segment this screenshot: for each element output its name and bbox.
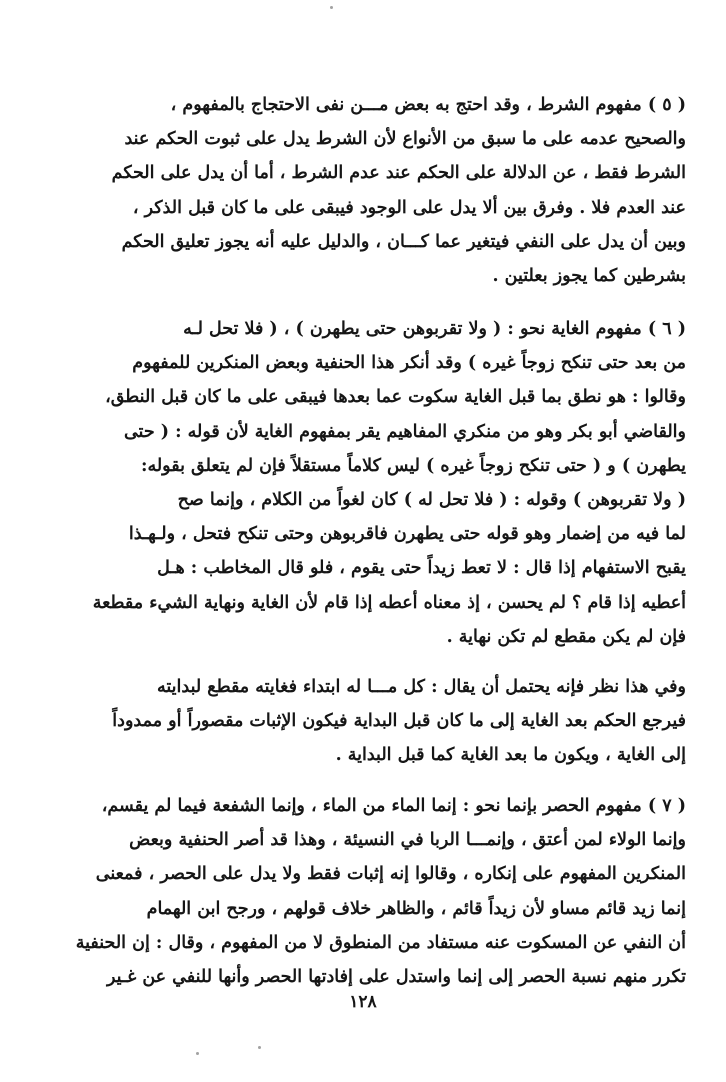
text-line: يطهرن ) و ( حتى تنكح زوجاً غيره ) ليس كلاماً مستقلاً فإن لم يتعلق بقوله: (141, 455, 686, 476)
text-line: وفي هذا نظر فإنه يحتمل أن يقال : كل مـــا له ابتداء فغايته مقطع لبدايته (156, 677, 686, 697)
text-line: فإن لم يكن مقطع لم تكن نهاية . (446, 626, 686, 647)
text-line: إنما زيد قائم مساو لأن زيداً قائم ، والظاهر خلاف قولهم ، ورجح ابن الهمام (146, 898, 686, 919)
text-line: يقبح الاستفهام إذا قال : لا تعط زيداً حتى يقوم ، فلو قال المخاطب : هـل (157, 558, 686, 579)
text-line: الشرط فقط ، عن الدلالة على الحكم عند عدم الشرط ، أما أن يدل على الحكم (111, 163, 686, 184)
scan-speck (330, 6, 333, 9)
text-line: من بعد حتى تنكح زوجاً غيره ) وقد أنكر هذا الحنفية وبعض المنكرين للمفهوم (132, 353, 686, 374)
text-line: وبين أن يدل على النفي فيتغير عما كـــان ، والدليل عليه أنه يجوز تعليق الحكم (121, 231, 686, 252)
text-line: تكرر منهم نسبة الحصر إلى إنما واستدل على إفادتها الحصر وأنها للنفي عن غـير (107, 967, 686, 988)
scan-speck (258, 1046, 261, 1049)
text-line: وقالوا : هو نطق بما قبل الغاية سكوت عما بعدها فيبقى على ما كان قبل النطق، (105, 387, 686, 408)
text-line: والصحيح عدمه على ما سبق من الأنواع لأن الشرط يدل على ثبوت الحكم عند (124, 129, 686, 150)
paragraph-mafhum-al-shart (58, 88, 686, 293)
text-line: لما فيه من إضمار وهو قوله حتى يطهرن فاقربوهن وحتى تنكح فتحل ، ولـهـذا (128, 524, 686, 545)
text-line: إلى الغاية ، ويكون ما بعد الغاية كما قبل البداية . (335, 745, 686, 766)
text-line: أن النفي عن المسكوت عنه مستفاد من المنطوق لا من المفهوم ، وقال : إن الحنفية (75, 932, 686, 953)
text-line: والقاضي أبو بكر وهو من منكري المفاهيم يقر بمفهوم الغاية لأن قوله : ( حتى (123, 421, 686, 442)
text-line: وإنما الولاء لمن أعتق ، وإنمـــا الربا في النسيئة ، وهذا قد أصر الحنفية وبعض (129, 830, 686, 851)
paragraph-mafhum-al-hasr (58, 789, 686, 994)
text-line: ( ٧ ) مفهوم الحصر بإنما نحو : إنما الماء من الماء ، وإنما الشفعة فيما لم يقسم، (101, 796, 686, 816)
text-line: عند العدم فلا . وفرق بين ألا يدل على الوجود فيبقى على ما كان قبل الذكر ، (132, 197, 686, 218)
text-line: المنكرين المفهوم على إنكاره ، وقالوا إنه إثبات فقط ولا يدل على الحصر ، فمعنى (95, 864, 686, 885)
text-line: فيرجع الحكم بعد الغاية إلى ما كان قبل البداية فيكون الإثبات مقصوراً أو ممدوداً (112, 711, 686, 732)
scan-speck (196, 1052, 199, 1055)
text-line: بشرطين كما يجوز بعلتين . (492, 266, 686, 287)
text-line: أعطيه إذا قام ؟ لم يحسن ، إذ معناه أعطه إذا قام لأن الغاية ونهاية الشيء مقطعة (92, 592, 686, 613)
text-line: ( ولا تقربوهن ) وقوله : ( فلا تحل له ) كان لغواً من الكلام ، وإنما صح (177, 490, 686, 511)
text-line: ( ٦ ) مفهوم الغاية نحو : ( ولا تقربوهن حتى يطهرن ) ، ( فلا تحل لـه (183, 319, 686, 339)
paragraph-mafhum-al-ghaya (58, 312, 686, 654)
paragraph-nazar (58, 670, 686, 773)
text-line: ( ٥ ) مفهوم الشرط ، وقد احتج به بعض مـــن نفى الاحتجاج بالمفهوم ، (170, 95, 686, 115)
page-number: ١٢٨ (349, 992, 377, 1012)
